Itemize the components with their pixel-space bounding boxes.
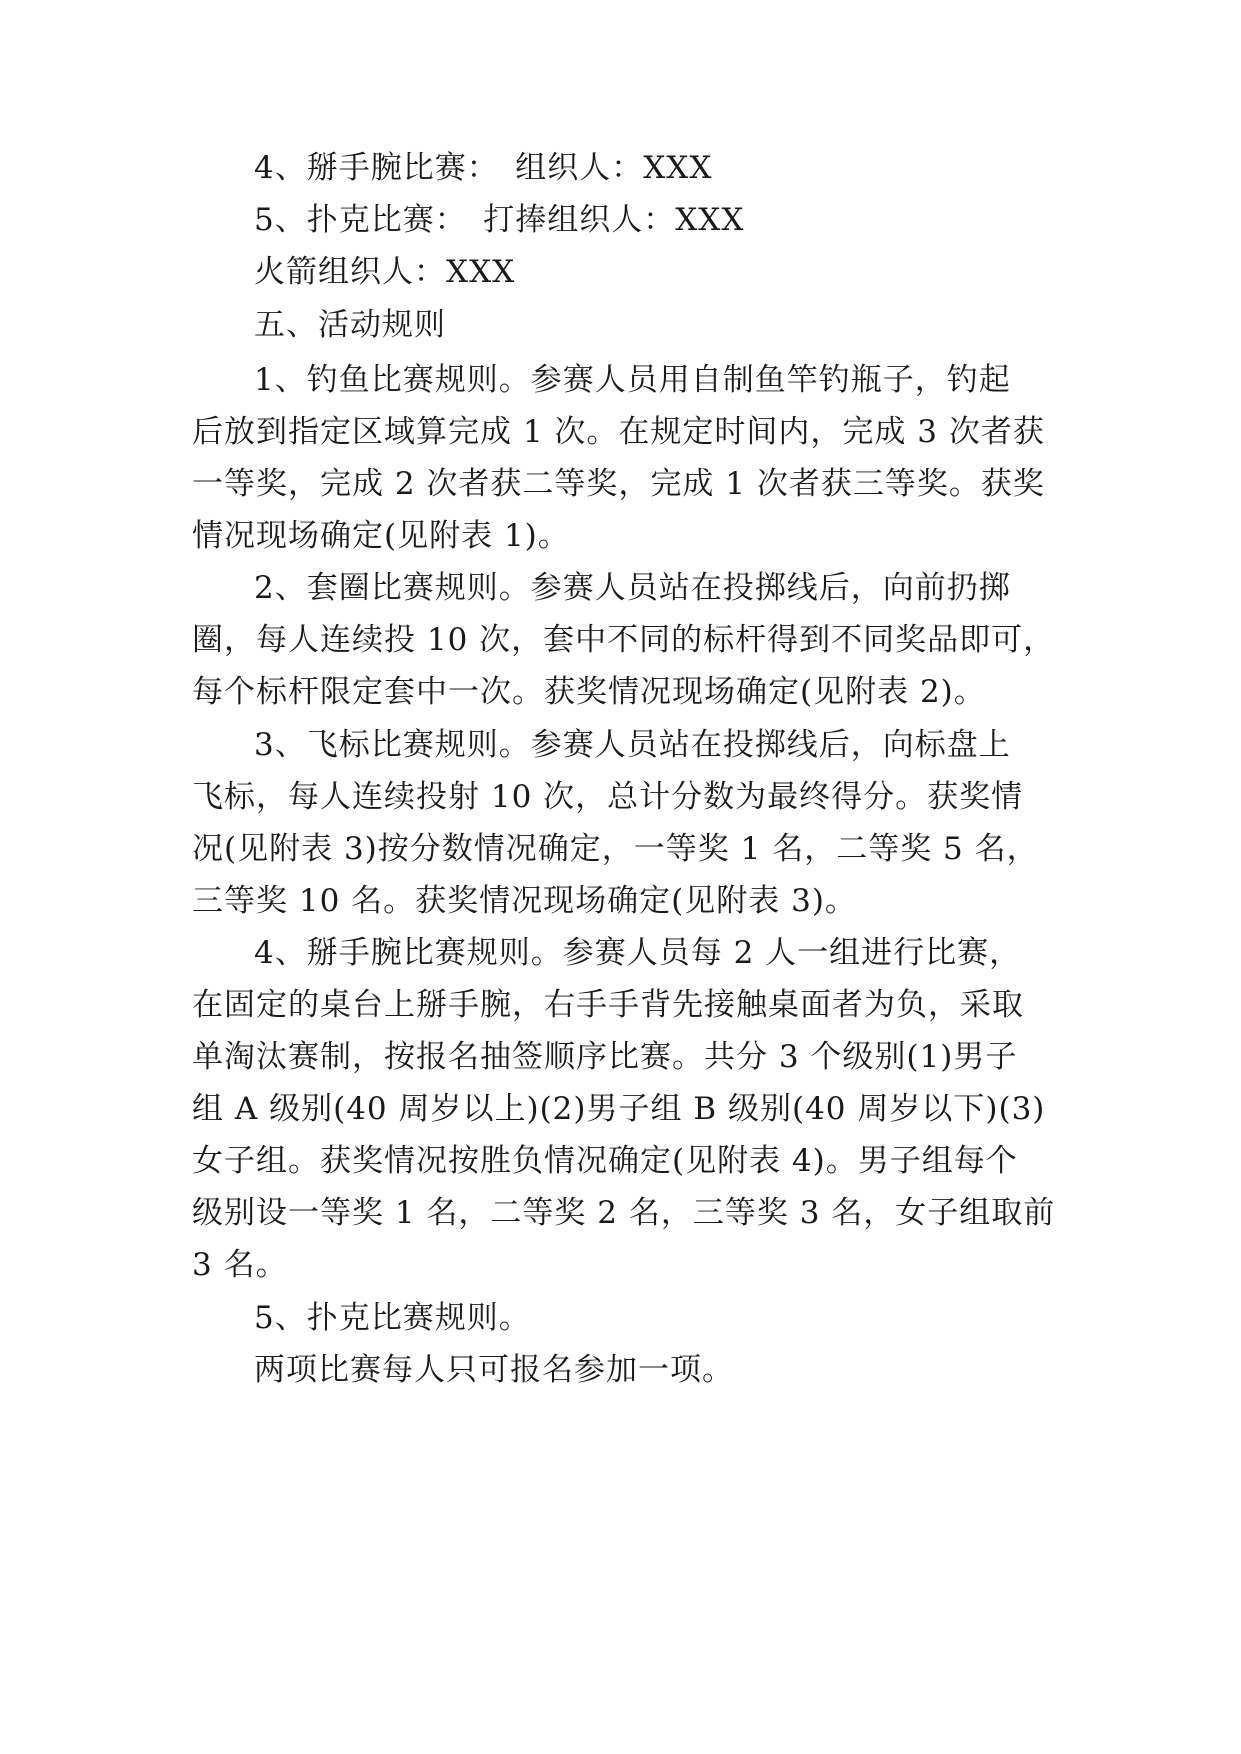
text-line: 单淘汰赛制，按报名抽签顺序比赛。共分 3 个级别(1)男子 bbox=[192, 1039, 1018, 1075]
text-line: 后放到指定区域算完成 1 次。在规定时间内，完成 3 次者获 bbox=[192, 414, 1045, 450]
text-line: 2、套圈比赛规则。参赛人员站在投掷线后，向前扔掷 bbox=[254, 570, 1011, 606]
text-line: 组 A 级别(40 周岁以上)(2)男子组 B 级别(40 周岁以下)(3) bbox=[192, 1091, 1046, 1127]
text-line: 女子组。获奖情况按胜负情况确定(见附表 4)。男子组每个 bbox=[192, 1143, 1018, 1179]
text-line: 4、掰手腕比赛： 组织人：XXX bbox=[254, 150, 713, 186]
text-line: 况(见附表 3)按分数情况确定，一等奖 1 名，二等奖 5 名， bbox=[192, 831, 1039, 867]
section-heading: 五、活动规则 bbox=[254, 307, 446, 343]
text-line: 级别设一等奖 1 名，二等奖 2 名，三等奖 3 名，女子组取前 bbox=[192, 1195, 1056, 1231]
text-line: 两项比赛每人只可报名参加一项。 bbox=[254, 1352, 734, 1388]
text-line: 每个标杆限定套中一次。获奖情况现场确定(见附表 2)。 bbox=[192, 674, 986, 710]
text-line: 5、扑克比赛规则。 bbox=[254, 1300, 531, 1336]
text-line: 3 名。 bbox=[192, 1247, 288, 1283]
text-line: 5、扑克比赛： 打捧组织人：XXX bbox=[254, 202, 745, 238]
text-line: 情况现场确定(见附表 1)。 bbox=[192, 518, 570, 554]
text-line: 圈，每人连续投 10 次，套中不同的标杆得到不同奖品即可， bbox=[192, 622, 1056, 658]
text-line: 火箭组织人：XXX bbox=[254, 254, 516, 290]
text-line: 在固定的桌台上掰手腕，右手手背先接触桌面者为负，采取 bbox=[192, 987, 1024, 1023]
text-line: 三等奖 10 名。获奖情况现场确定(见附表 3)。 bbox=[192, 883, 857, 919]
text-line: 3、飞标比赛规则。参赛人员站在投掷线后，向标盘上 bbox=[254, 727, 1011, 763]
text-line: 1、钓鱼比赛规则。参赛人员用自制鱼竿钓瓶子，钓起 bbox=[254, 362, 1011, 398]
text-line: 4、掰手腕比赛规则。参赛人员每 2 人一组进行比赛， bbox=[254, 935, 1022, 971]
text-line: 一等奖，完成 2 次者获二等奖，完成 1 次者获三等奖。获奖 bbox=[192, 466, 1045, 502]
text-line: 飞标，每人连续投射 10 次，总计分数为最终得分。获奖情 bbox=[192, 779, 1024, 815]
